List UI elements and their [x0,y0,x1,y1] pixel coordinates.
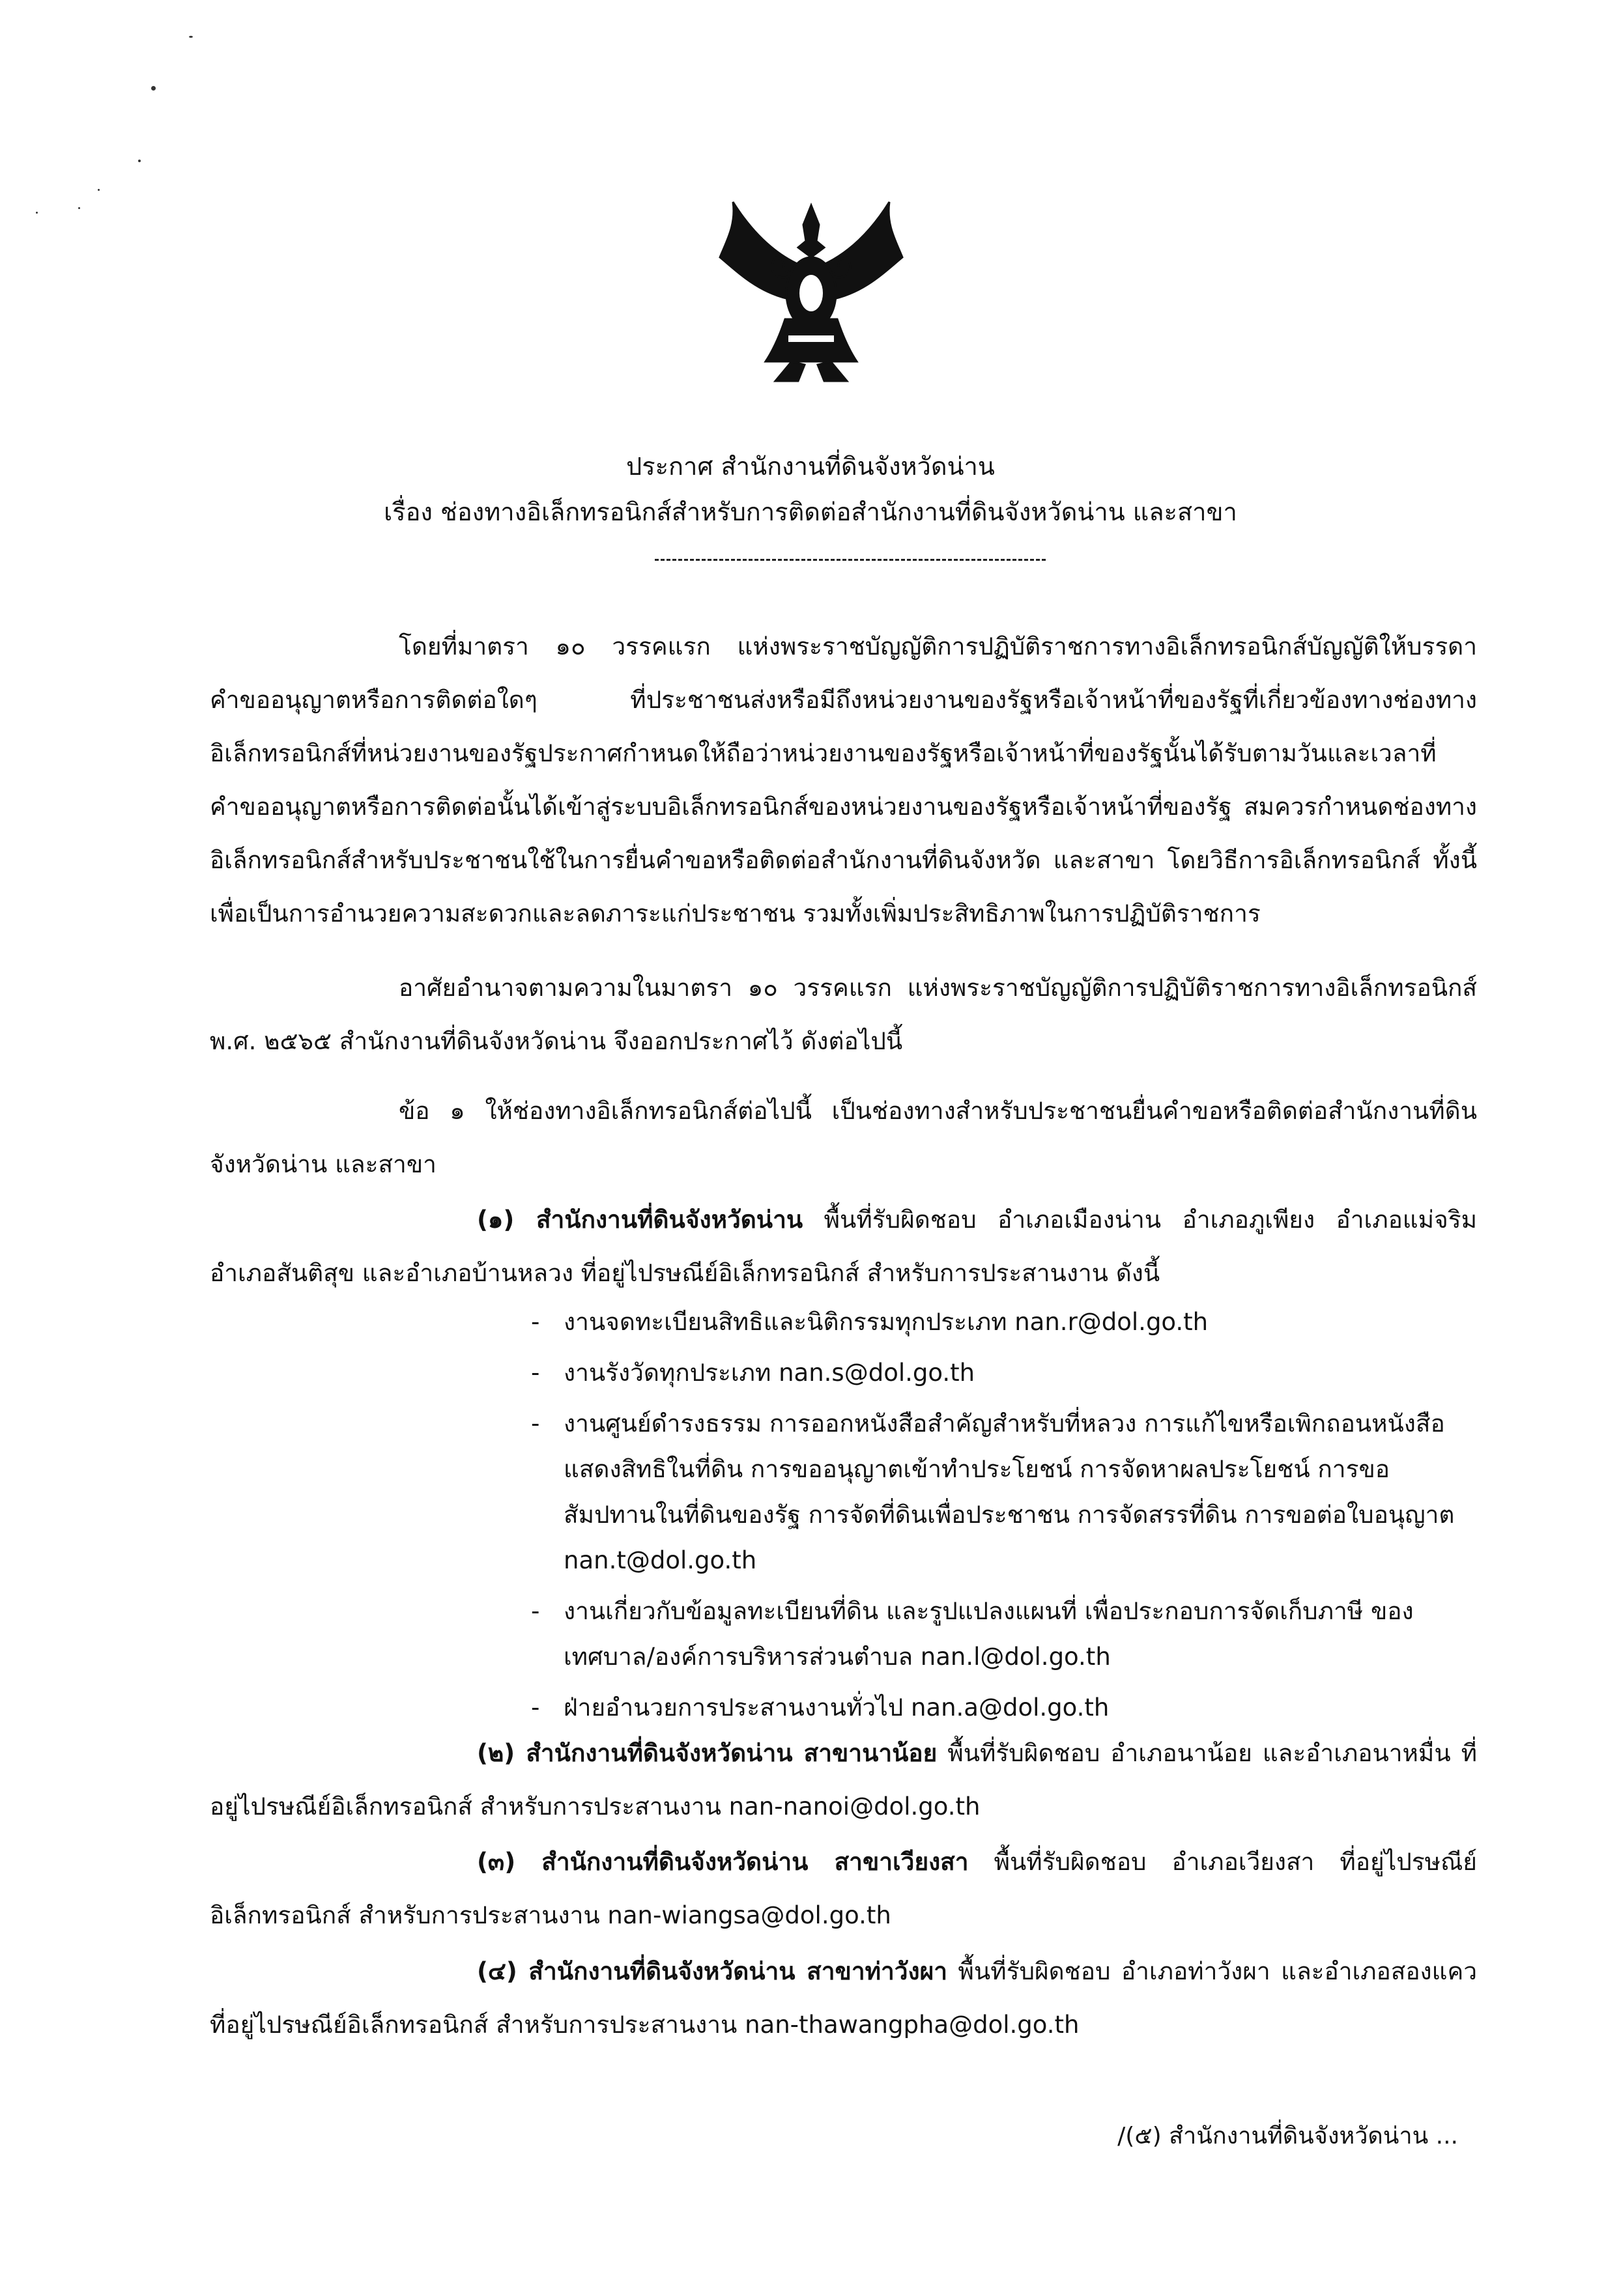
item-4 [210,1945,1477,2052]
preamble-paragraph: โดยที่มาตรา ๑๐ วรรคแรก แห่งพระราชบัญญัติการปฏิบัติราชการทางอิเล็กทรอนิกส์บัญญัติให้บรรดาคำขออนุญาตหรือการติดต่อใดๆ ที่ประชาชนส่งหรือมีถึงหน่วยงานของรัฐหรือเจ้าหน้าที่ของรัฐที่เกี่ยวข้องทางช่องทางอิเล็กทรอนิกส์ที่หน่วยงานของรัฐประกาศกำหนดให้ถือว่าหน่วยงานของรัฐหรือเจ้าหน้าที่ของรัฐนั้นได้รับตามวันและเวลาที่คำขออนุญาตหรือการติดต่อนั้นได้เข้าสู่ระบบอิเล็กทรอนิกส์ของหน่วยงานของรัฐหรือเจ้าหน้าที่ของรัฐ สมควรกำหนดช่องทางอิเล็กทรอนิกส์สำหรับประชาชนใช้ในการยื่นคำขอหรือติดต่อสำนักงานที่ดินจังหวัด และสาขา โดยวิธีการอิเล็กทรอนิกส์ ทั้งนี้ เพื่อเป็นการอำนวยความสะดวกและลดภาระแก่ประชาชน รวมทั้งเพิ่มประสิทธิภาพในการปฏิบัติราชการ [210,632,1477,928]
clause-1-paragraph: ข้อ ๑ ให้ช่องทางอิเล็กทรอนิกส์ต่อไปนี้ เป็นช่องทางสำหรับประชาชนยื่นคำขอหรือติดต่อสำนักงานที่ดินจังหวัดน่าน และสาขา [210,1097,1477,1178]
garuda-emblem-icon [713,195,909,391]
item-2-text: พื้นที่รับผิดชอบ อำเภอนาน้อย และอำเภอนาหมื่น ที่อยู่ไปรษณีย์อิเล็กทรอนิกส์ สำหรับการประสานงาน nan-nanoi@dol.go.th [210,1739,1477,1821]
item-1-contact-list [531,1299,1476,1736]
item-1 [210,1193,1477,1300]
list-item: - งานรังวัดทุกประเภท nan.s@dol.go.th [531,1350,1476,1396]
list-item: - งานเกี่ยวกับข้อมูลทะเบียนที่ดิน และรูปแปลงแผนที่ เพื่อประกอบการจัดเก็บภาษี ของเทศบาล/องค์การบริหารส่วนตำบล nan.l@dol.go.th [531,1589,1476,1680]
item-3 [210,1835,1477,1942]
list-item: - ฝ่ายอำนวยการประสานงานทั่วไป nan.a@dol.go.th [531,1685,1476,1731]
item-3-label: (๓) สำนักงานที่ดินจังหวัดน่าน สาขาเวียงสา [477,1848,969,1876]
title-divider [655,559,1046,561]
list-item: - งานจดทะเบียนสิทธิและนิติกรรมทุกประเภท nan.r@dol.go.th [531,1299,1476,1345]
authority-paragraph: อาศัยอำนาจตามความในมาตรา ๑๐ วรรคแรก แห่งพระราชบัญญัติการปฏิบัติราชการทางอิเล็กทรอนิกส์ พ.ศ. ๒๕๖๕ สำนักงานที่ดินจังหวัดน่าน จึงออกประกาศไว้ ดังต่อไปนี้ [210,974,1477,1055]
item-4-text: พื้นที่รับผิดชอบ อำเภอท่าวังผา และอำเภอสองแคว ที่อยู่ไปรษณีย์อิเล็กทรอนิกส์ สำหรับการประสานงาน nan-thawangpha@dol.go.th [210,1957,1477,2039]
item-2 [210,1727,1477,1834]
item-3-text: พื้นที่รับผิดชอบ อำเภอเวียงสา ที่อยู่ไปรษณีย์อิเล็กทรอนิกส์ สำหรับการประสานงาน nan-wiangsa@dol.go.th [210,1848,1477,1929]
item-4-label: (๔) สำนักงานที่ดินจังหวัดน่าน สาขาท่าวังผา [477,1957,948,1985]
page-continuation: /(๕) สำนักงานที่ดินจังหวัดน่าน ... [1117,2123,1458,2149]
list-item: - งานศูนย์ดำรงธรรม การออกหนังสือสำคัญสำหรับที่หลวง การแก้ไขหรือเพิกถอนหนังสือแสดงสิทธิในที่ดิน การขออนุญาตเข้าทำประโยชน์ การจัดหาผลประโยชน์ การขอสัมปทานในที่ดินของรัฐ การจัดที่ดินเพื่อประชาชน การจัดสรรที่ดิน การขอต่อใบอนุญาต nan.t@dol.go.th [531,1401,1476,1583]
item-1-label: (๑) สำนักงานที่ดินจังหวัดน่าน [477,1206,803,1234]
announcement-title: ประกาศ สำนักงานที่ดินจังหวัดน่าน [626,452,995,481]
item-1-text: พื้นที่รับผิดชอบ อำเภอเมืองน่าน อำเภอภูเพียง อำเภอแม่จริม อำเภอสันติสุข และอำเภอบ้านหลวง ที่อยู่ไปรษณีย์อิเล็กทรอนิกส์ สำหรับการประสานงาน ดังนี้ [210,1206,1477,1287]
announcement-subject: เรื่อง ช่องทางอิเล็กทรอนิกส์สำหรับการติดต่อสำนักงานที่ดินจังหวัดน่าน และสาขา [384,498,1237,526]
item-2-label: (๒) สำนักงานที่ดินจังหวัดน่าน สาขานาน้อย [477,1739,938,1767]
